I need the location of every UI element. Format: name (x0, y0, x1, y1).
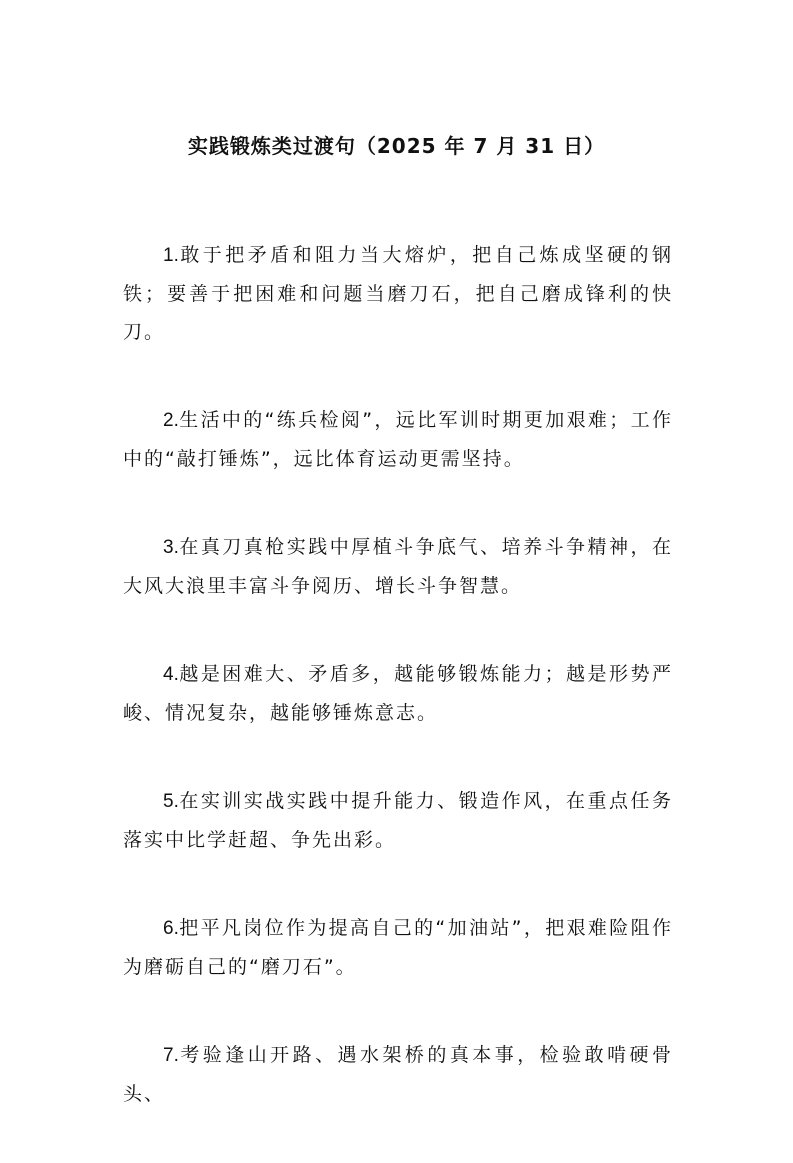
paragraph-number: 6. (163, 918, 179, 939)
paragraph-number: 3. (163, 537, 179, 558)
paragraph-text: 在真刀真枪实践中厚植斗争底气、培养斗争精神，在大风大浪里丰富斗争阅历、增长斗争智慧。 (123, 536, 673, 597)
paragraph-text: 敢于把矛盾和阻力当大熔炉，把自己炼成坚硬的钢铁；要善于把困难和问题当磨刀石，把自己磨成锋利的快刀。 (123, 244, 673, 343)
paragraph-number: 7. (163, 1045, 179, 1066)
paragraph-number: 1. (163, 245, 179, 266)
paragraph-4 (123, 655, 673, 732)
paragraph-number: 2. (163, 410, 179, 431)
paragraph-number: 4. (163, 664, 179, 685)
paragraph-number: 5. (163, 791, 179, 812)
paragraph-text: 越是困难大、矛盾多，越能够锻炼能力；越是形势严峻、情况复杂，越能够锤炼意志。 (123, 663, 673, 724)
paragraph-5 (123, 782, 673, 859)
paragraph-7 (123, 1036, 673, 1113)
document-title: 实践锻炼类过渡句（2025 年 7 月 31 日） (187, 134, 606, 158)
paragraph-3 (123, 528, 673, 605)
paragraph-text: 把平凡岗位作为提高自己的“加油站”，把艰难险阻作为磨砺自己的“磨刀石”。 (123, 917, 673, 978)
paragraph-text: 在实训实战实践中提升能力、锻造作风，在重点任务落实中比学赶超、争先出彩。 (123, 790, 673, 851)
paragraph-1 (123, 236, 673, 351)
paragraph-2 (123, 401, 673, 478)
paragraph-text: 考验逢山开路、遇水架桥的真本事，检验敢啃硬骨头、 (123, 1044, 673, 1105)
document-body (123, 236, 673, 1163)
paragraph-6 (123, 909, 673, 986)
paragraph-text: 生活中的“练兵检阅”，远比军训时期更加艰难；工作中的“敲打锤炼”，远比体育运动更需坚持。 (123, 409, 673, 470)
